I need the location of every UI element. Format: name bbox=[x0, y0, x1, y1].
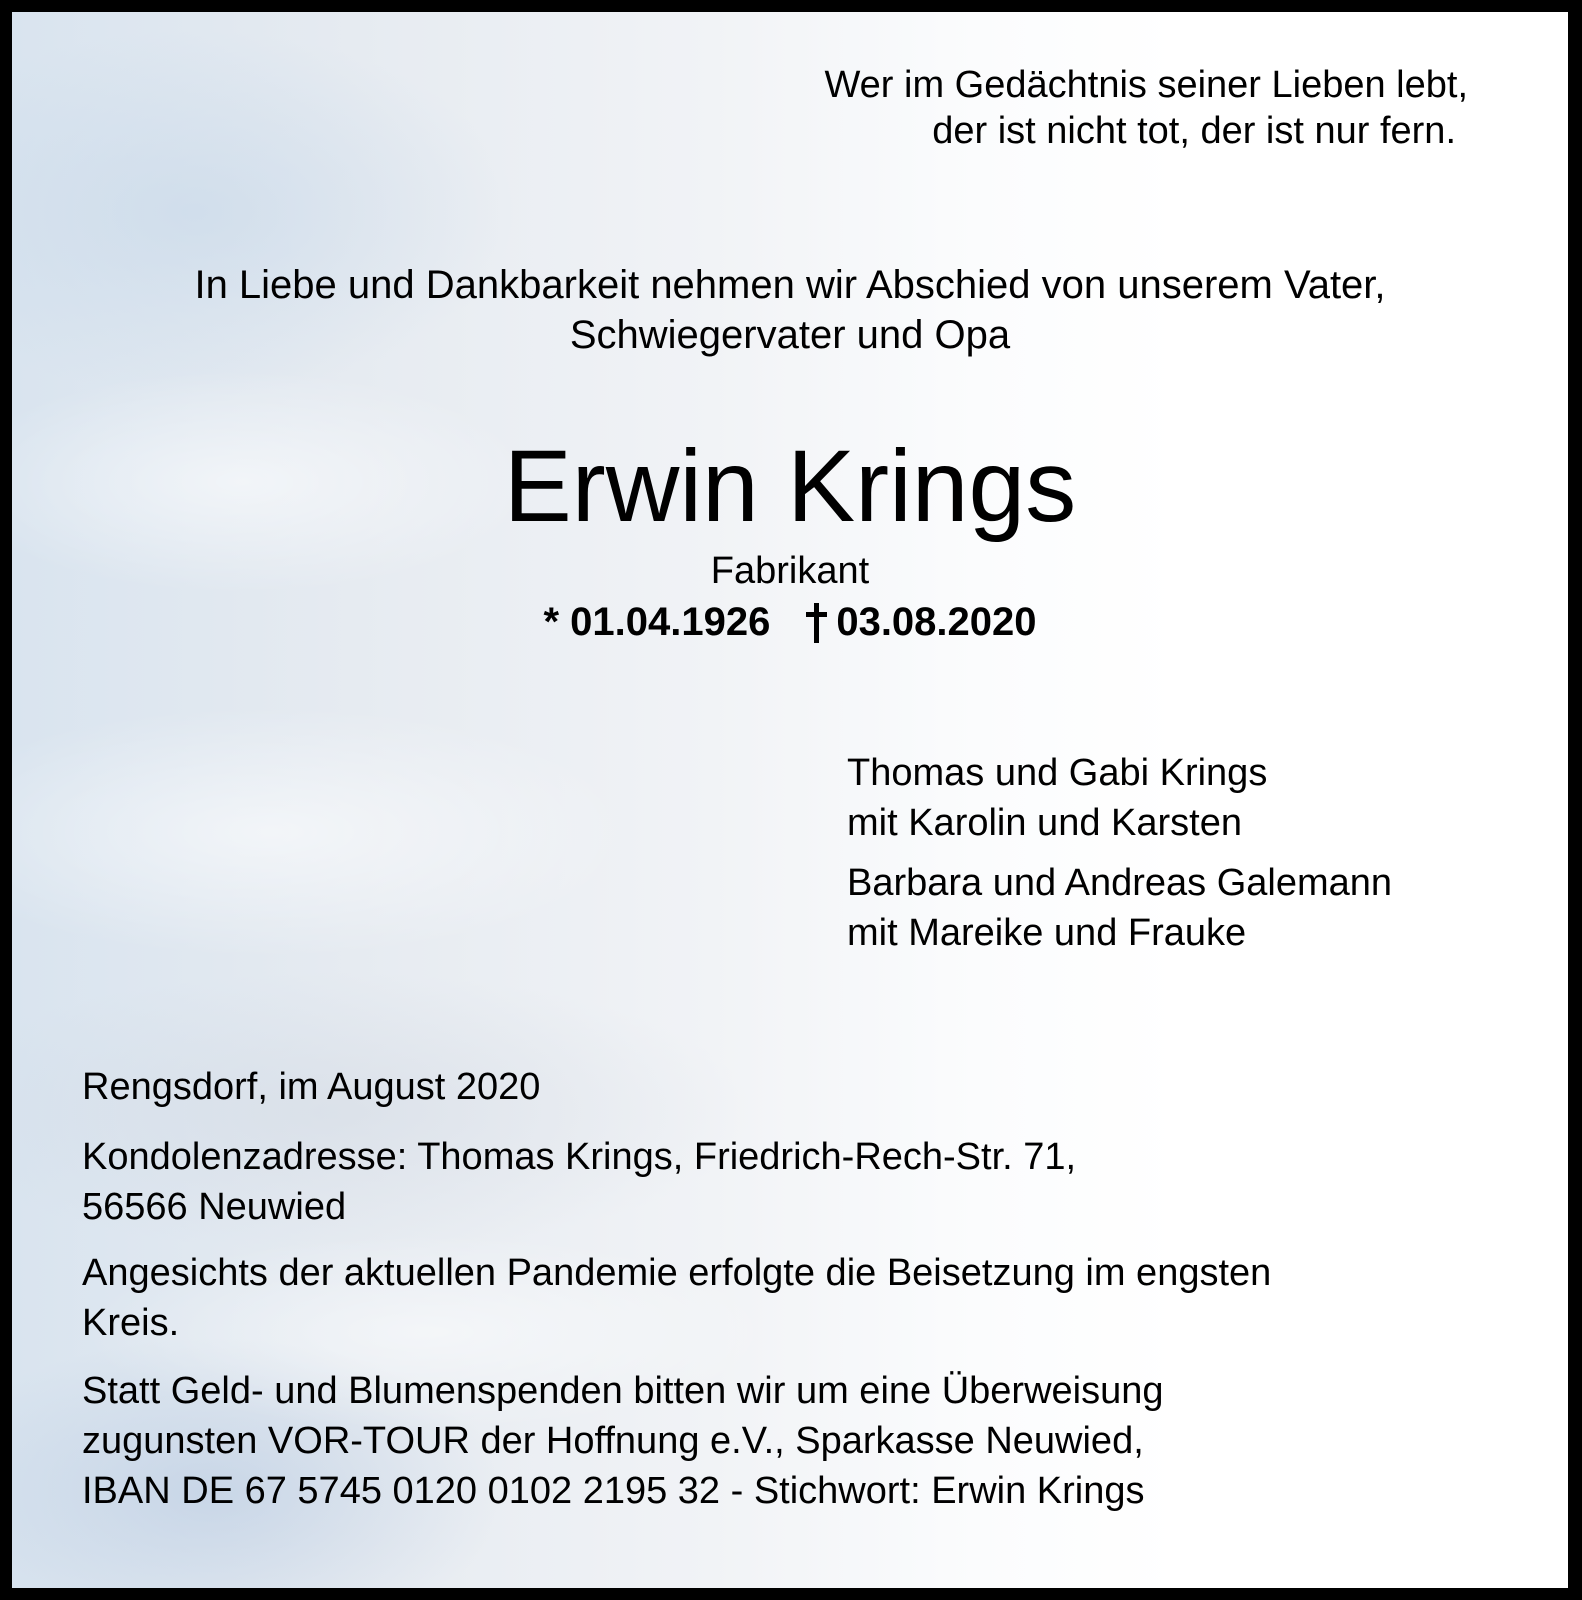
donation-line-3: IBAN DE 67 5745 0120 0102 2195 32 - Stichwort: Erwin Krings bbox=[82, 1470, 1145, 1512]
condolence-address bbox=[82, 1132, 1076, 1232]
pandemic-line-2: Kreis. bbox=[82, 1302, 180, 1344]
intro-line-1: In Liebe und Dankbarkeit nehmen wir Abschied von unserem Vater, bbox=[194, 263, 1386, 307]
birth-date: * 01.04.1926 bbox=[543, 600, 771, 644]
life-dates bbox=[12, 596, 1568, 648]
deceased-occupation: Fabrikant bbox=[710, 550, 870, 592]
pandemic-line-1: Angesichts der aktuellen Pandemie erfolgte die Beisetzung im engsten bbox=[82, 1252, 1272, 1294]
donation-request bbox=[82, 1366, 1164, 1516]
donation-line-2: zugunsten VOR-TOUR der Hoffnung e.V., Sparkasse Neuwied, bbox=[82, 1420, 1144, 1462]
death-date: 03.08.2020 bbox=[836, 600, 1037, 644]
family-signatures bbox=[847, 748, 1392, 968]
family-group bbox=[847, 748, 1392, 848]
intro-line-2: Schwiegervater und Opa bbox=[569, 313, 1011, 357]
family-line: Thomas und Gabi Krings bbox=[847, 752, 1268, 794]
place-date: Rengsdorf, im August 2020 bbox=[82, 1066, 541, 1108]
pandemic-note bbox=[82, 1248, 1271, 1348]
family-group bbox=[847, 858, 1392, 958]
deceased-name: Erwin Krings bbox=[503, 429, 1077, 543]
quote-line-1: Wer im Gedächtnis seiner Lieben lebt, bbox=[824, 64, 1468, 106]
quote-line-2: der ist nicht tot, der ist nur fern. bbox=[932, 110, 1456, 152]
family-line: mit Karolin und Karsten bbox=[847, 802, 1242, 844]
memorial-quote bbox=[708, 62, 1468, 154]
family-line: mit Mareike und Frauke bbox=[847, 912, 1247, 954]
cross-icon bbox=[806, 603, 826, 643]
family-line: Barbara und Andreas Galemann bbox=[847, 862, 1393, 904]
donation-line-1: Statt Geld- und Blumenspenden bitten wir um eine Überweisung bbox=[82, 1370, 1164, 1412]
obituary-notice bbox=[12, 12, 1568, 1588]
condolence-line-2: 56566 Neuwied bbox=[82, 1186, 347, 1228]
condolence-line-1: Kondolenzadresse: Thomas Krings, Friedrich-Rech-Str. 71, bbox=[82, 1136, 1077, 1178]
farewell-intro bbox=[12, 260, 1568, 360]
